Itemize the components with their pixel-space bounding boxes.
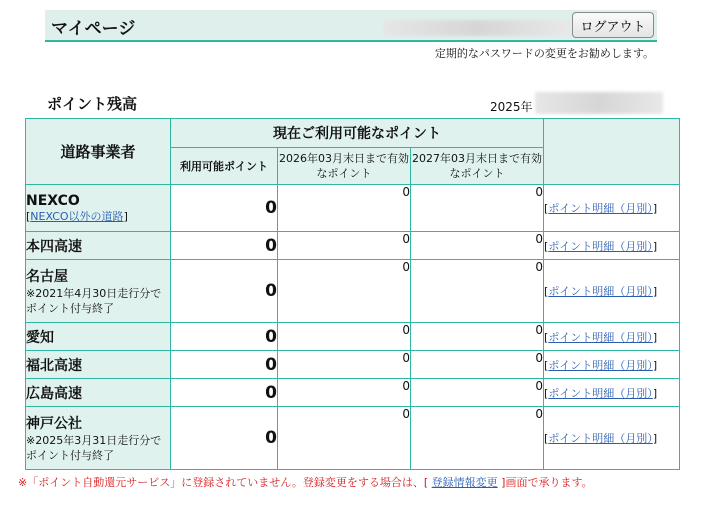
points-expiry-2027: 0 [411, 323, 543, 350]
logout-button[interactable]: ログアウト [572, 12, 654, 38]
detail-cell [544, 407, 679, 469]
bracket-close: ] [652, 386, 658, 400]
bracket-close: ] [652, 202, 658, 215]
points-expiry-2027: 0 [411, 379, 543, 406]
available-points: 0 [171, 351, 277, 378]
operator-cell [26, 232, 170, 259]
detail-cell [544, 351, 679, 378]
points-expiry-2026: 0 [278, 379, 410, 406]
footnote-text-before: ※「ポイント自動還元サービス」に登録されていません。登録変更をする場合は、[ [18, 476, 432, 489]
table-row [26, 407, 679, 469]
operator-name: 愛知 [26, 329, 54, 346]
monthly-detail-link[interactable]: ポイント明細（月別） [548, 386, 653, 400]
operator-name: 本四高速 [26, 238, 82, 255]
registration-change-link[interactable]: 登録情報変更 [431, 476, 498, 489]
operator-name: 名古屋 [26, 269, 68, 285]
operator-note: ※2025年3月31日走行分でポイント付与終了 [26, 434, 162, 462]
monthly-detail-link[interactable]: ポイント明細（月別） [548, 330, 653, 344]
operator-cell [26, 185, 170, 231]
bracket-close: ] [652, 330, 658, 344]
points-table [25, 118, 680, 470]
header-current-points: 現在ご利用可能なポイント [171, 119, 543, 147]
available-points: 0 [171, 379, 277, 406]
table-row [26, 260, 679, 322]
detail-cell [544, 185, 679, 231]
points-expiry-2027: 0 [411, 260, 543, 322]
operator-name: NEXCO [26, 192, 80, 209]
footnote-text-after: ]画面で承ります。 [497, 476, 593, 489]
detail-cell [544, 323, 679, 350]
bracket-close: ] [652, 358, 658, 372]
available-points: 0 [171, 407, 277, 469]
operator-name: 神戸公社 [26, 416, 82, 432]
points-expiry-2026: 0 [278, 323, 410, 350]
points-expiry-2027: 0 [411, 351, 543, 378]
redacted-user-name [383, 20, 571, 36]
header-expiry-2027: 2027年03月末日まで有効なポイント [411, 148, 543, 184]
bracket-close: ] [652, 285, 658, 298]
auto-refund-notice [18, 474, 593, 490]
bracket-open: [ [544, 239, 549, 253]
points-expiry-2026: 0 [278, 185, 410, 231]
operator-name: 広島高速 [26, 385, 82, 402]
points-expiry-2027: 0 [411, 185, 543, 231]
header-available: 利用可能ポイント [171, 148, 277, 184]
detail-cell [544, 232, 679, 259]
header-operator: 道路事業者 [26, 119, 170, 184]
monthly-detail-link[interactable]: ポイント明細（月別） [548, 432, 653, 445]
detail-cell [544, 260, 679, 322]
detail-cell [544, 379, 679, 406]
bracket-open: [ [26, 209, 31, 223]
bracket-open: [ [544, 358, 549, 372]
bracket-open: [ [544, 432, 549, 445]
available-points: 0 [171, 323, 277, 350]
bracket-open: [ [544, 386, 549, 400]
points-expiry-2026: 0 [278, 351, 410, 378]
monthly-detail-link[interactable]: ポイント明細（月別） [548, 202, 653, 215]
operator-cell [26, 260, 170, 322]
monthly-detail-link[interactable]: ポイント明細（月別） [548, 358, 653, 372]
points-expiry-2026: 0 [278, 407, 410, 469]
operator-cell [26, 351, 170, 378]
bracket-open: [ [544, 330, 549, 344]
available-points: 0 [171, 232, 277, 259]
available-points: 0 [171, 260, 277, 322]
page-title: マイページ [51, 19, 136, 39]
operator-cell [26, 323, 170, 350]
table-row [26, 185, 679, 231]
date-label: 2025年 [490, 100, 533, 114]
table-row [26, 379, 679, 406]
points-expiry-2026: 0 [278, 260, 410, 322]
operator-sub [26, 209, 170, 224]
bracket-close: ] [123, 209, 128, 223]
bracket-open: [ [544, 285, 549, 298]
bracket-close: ] [652, 432, 658, 445]
section-title: ポイント残高 [47, 95, 138, 113]
points-expiry-2027: 0 [411, 407, 543, 469]
table-row [26, 323, 679, 350]
operator-cell [26, 407, 170, 469]
bracket-open: [ [544, 202, 549, 215]
monthly-detail-link[interactable]: ポイント明細（月別） [548, 239, 653, 253]
available-points: 0 [171, 185, 277, 231]
table-row [26, 232, 679, 259]
header-expiry-2026: 2026年03月末日まで有効なポイント [278, 148, 410, 184]
page-header [45, 10, 657, 42]
header-blank [544, 119, 679, 184]
redacted-date [535, 92, 663, 114]
bracket-close: ] [652, 239, 658, 253]
operator-cell [26, 379, 170, 406]
table-row [26, 351, 679, 378]
operator-note: ※2021年4月30日走行分でポイント付与終了 [26, 287, 162, 315]
monthly-detail-link[interactable]: ポイント明細（月別） [548, 285, 653, 298]
operator-name: 福北高速 [26, 357, 82, 374]
points-expiry-2026: 0 [278, 232, 410, 259]
nexco-other-roads-link[interactable]: NEXCO以外の道路 [30, 209, 124, 223]
password-notice: 定期的なパスワードの変更をお勧めします。 [434, 47, 654, 60]
points-expiry-2027: 0 [411, 232, 543, 259]
